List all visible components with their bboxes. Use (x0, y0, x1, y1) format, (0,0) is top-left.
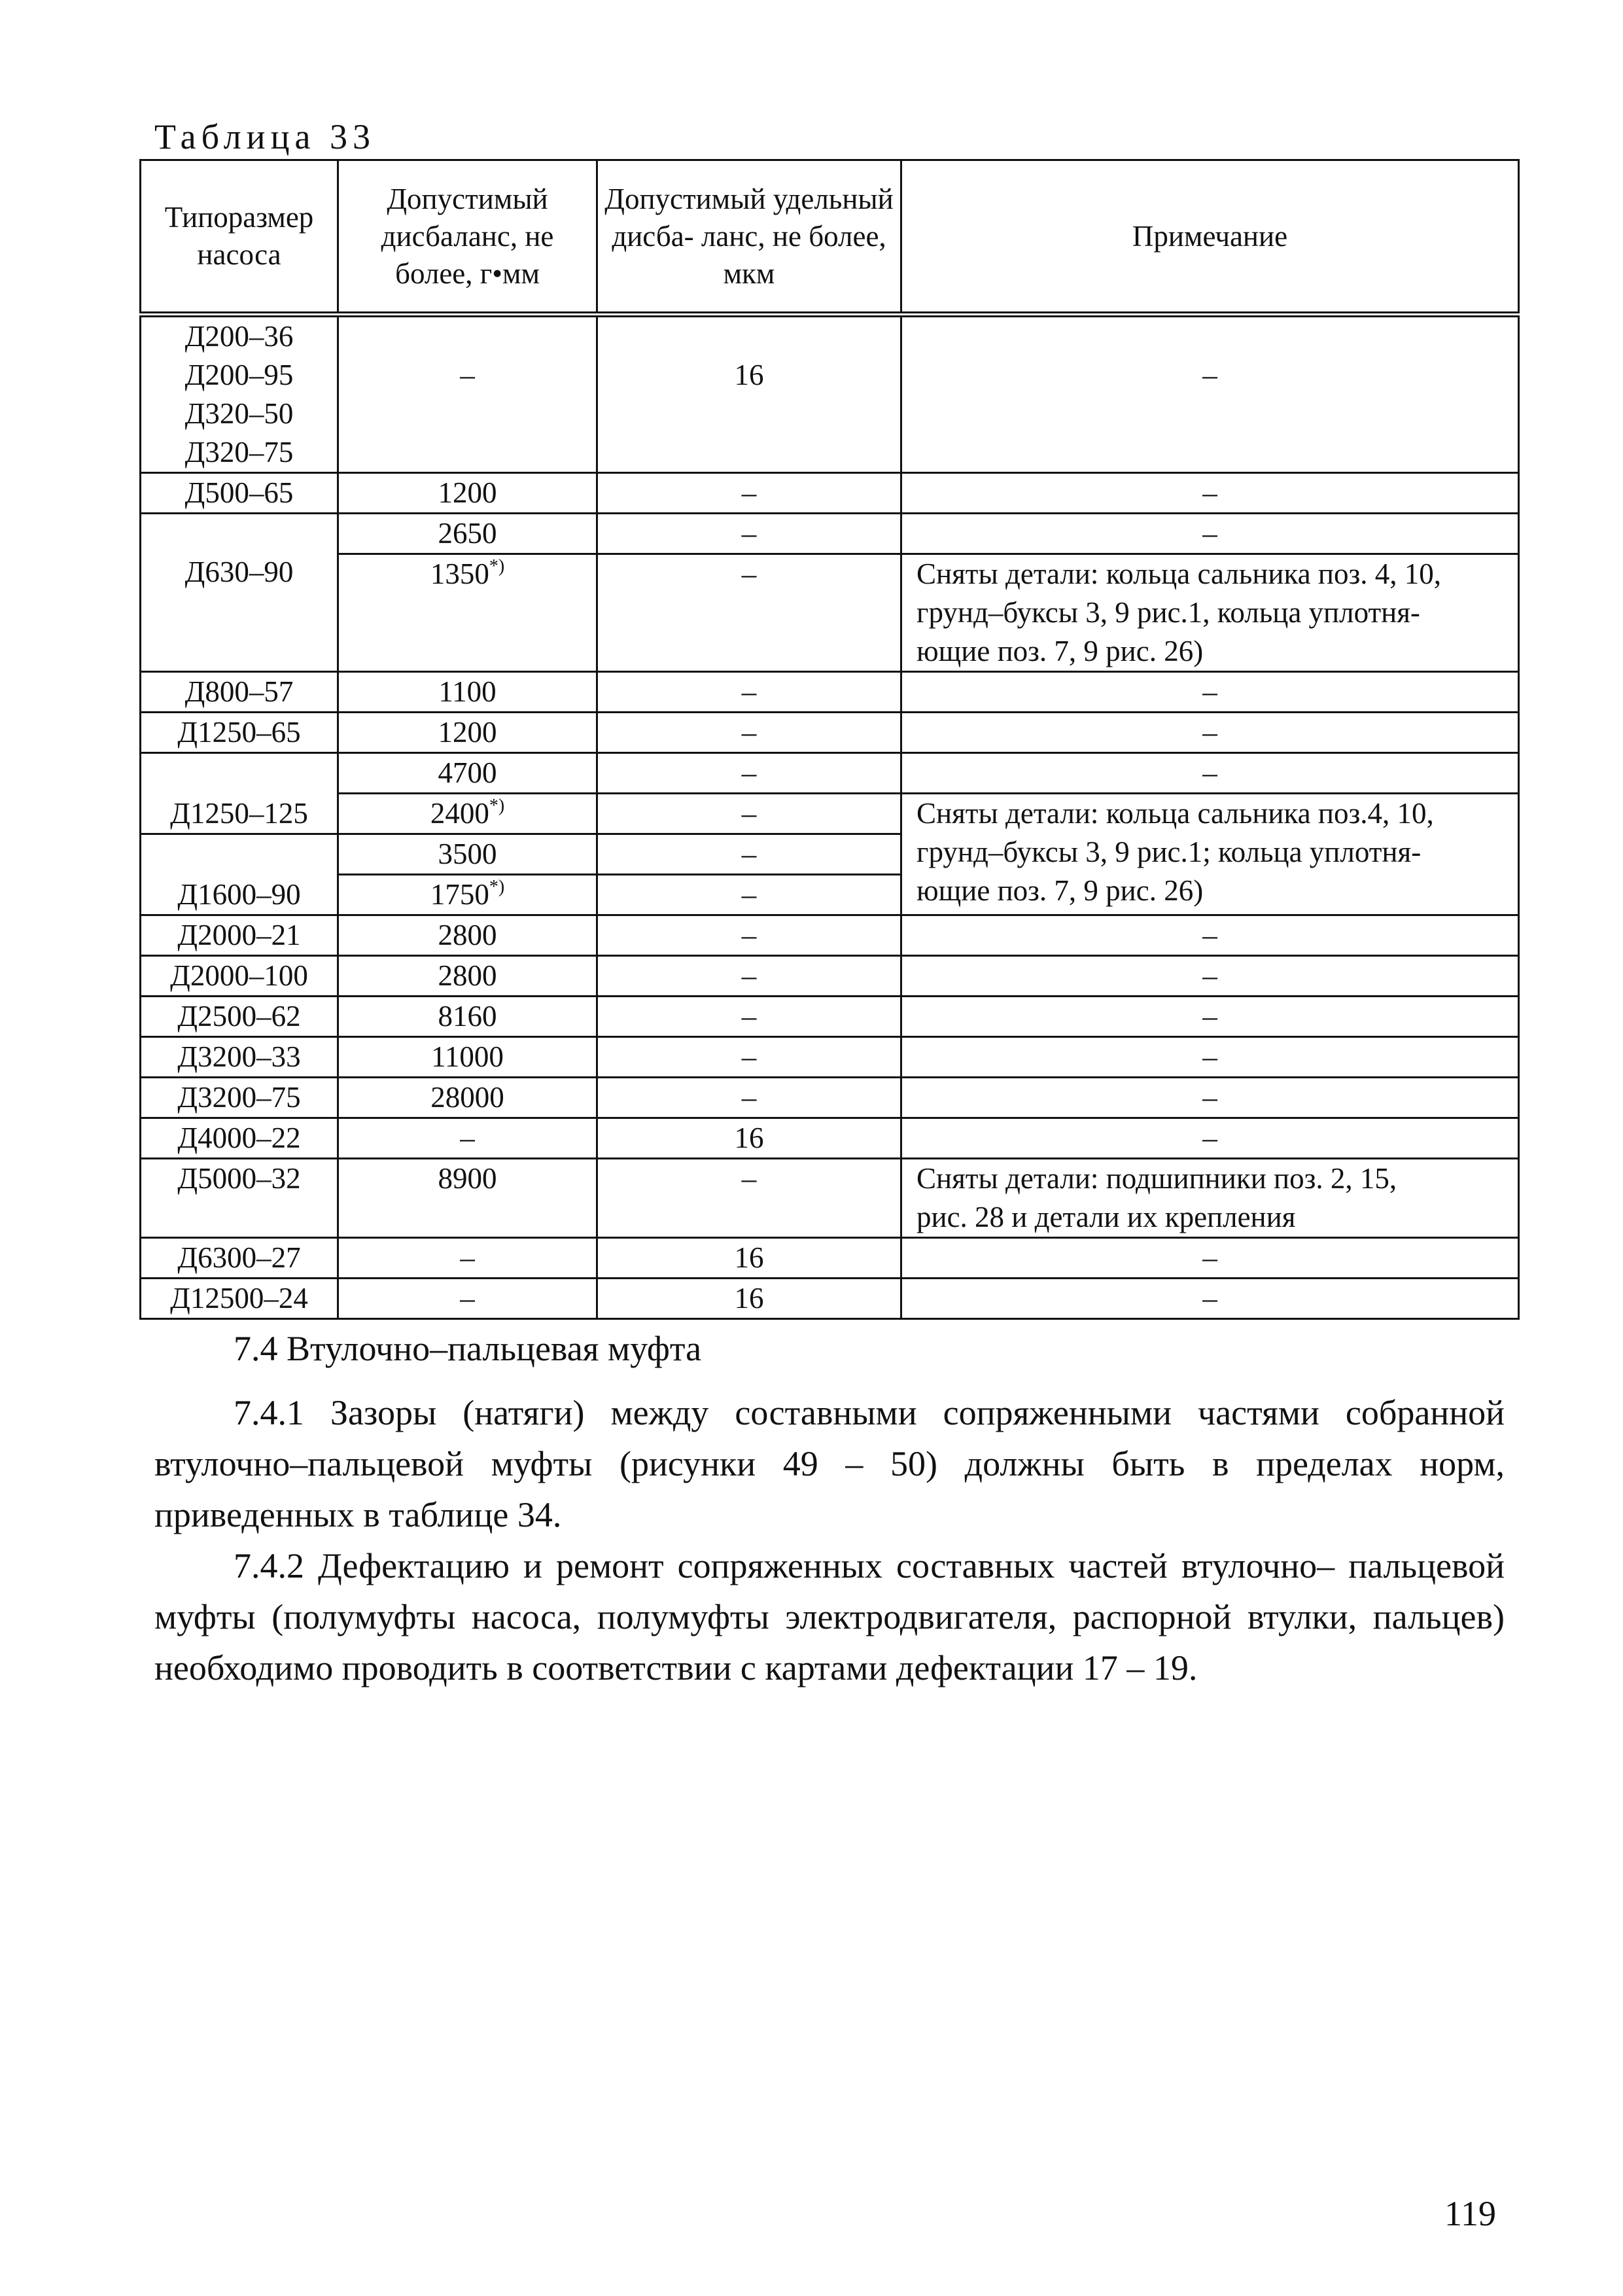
note-cell: – (901, 1238, 1519, 1279)
note-cell: – (901, 713, 1519, 753)
specific-imbalance-cell: – (597, 753, 901, 794)
table-row (141, 514, 1519, 554)
specific-imbalance-cell: – (597, 672, 901, 713)
pump-type-cell: Д12500–24 (141, 1279, 338, 1319)
imbalance-table (139, 159, 1520, 1320)
note-cell: – (901, 956, 1519, 997)
table-row (141, 997, 1519, 1037)
specific-imbalance-cell: – (597, 956, 901, 997)
table-row (141, 672, 1519, 713)
header-imbalance: Допустимый дисбаланс, не более, г•мм (338, 160, 597, 315)
note-cell: – (901, 753, 1519, 794)
table-row (141, 1118, 1519, 1159)
paragraph-7-4-1: 7.4.1 Зазоры (натяги) между составными сопряженными частями собранной втулочно–пальцевой муфты (рисунки 49 – 50) должны быть в пределах норм, приведенных в таблице 34. (154, 1393, 1505, 1534)
table-row (141, 956, 1519, 997)
note-cell: – (901, 315, 1519, 473)
section-heading: 7.4 Втулочно–пальцевая муфта (234, 1329, 702, 1368)
imbalance-cell: – (338, 1238, 597, 1279)
note-cell: – (901, 672, 1519, 713)
pump-type-cell: Д200–36 Д200–95 Д320–50 Д320–75 (141, 315, 338, 473)
pump-type-cell: Д630–90 (141, 514, 338, 672)
specific-imbalance-cell: – (597, 915, 901, 956)
note-cell: – (901, 1078, 1519, 1118)
imbalance-cell: – (338, 315, 597, 473)
specific-imbalance-cell: 16 (597, 315, 901, 473)
specific-imbalance-cell: – (597, 1078, 901, 1118)
imbalance-cell: 2800 (338, 915, 597, 956)
specific-imbalance-cell: – (597, 473, 901, 514)
note-cell: – (901, 1279, 1519, 1319)
table-row (141, 794, 1519, 834)
imbalance-cell: 4700 (338, 753, 597, 794)
note-cell: – (901, 473, 1519, 514)
specific-imbalance-cell: – (597, 554, 901, 672)
imbalance-cell: 2800 (338, 956, 597, 997)
table-row (141, 554, 1519, 672)
table-row (141, 1238, 1519, 1279)
pump-type-cell: Д1250–125 (141, 753, 338, 834)
section-body (154, 1387, 1505, 1693)
table-row (141, 1078, 1519, 1118)
pump-type-cell: Д3200–75 (141, 1078, 338, 1118)
specific-imbalance-cell: – (597, 834, 901, 875)
imbalance-cell: 8160 (338, 997, 597, 1037)
note-cell: – (901, 1118, 1519, 1159)
table-row (141, 1159, 1519, 1238)
imbalance-cell: – (338, 1118, 597, 1159)
pump-type-cell: Д2000–21 (141, 915, 338, 956)
specific-imbalance-cell: – (597, 514, 901, 554)
table-row (141, 915, 1519, 956)
specific-imbalance-cell: – (597, 875, 901, 915)
table-row (141, 1279, 1519, 1319)
imbalance-cell: 1100 (338, 672, 597, 713)
imbalance-cell: 28000 (338, 1078, 597, 1118)
note-cell: – (901, 997, 1519, 1037)
note-cell: Сняты детали: подшипники поз. 2, 15, рис. 28 и детали их крепления (901, 1159, 1519, 1238)
note-cell: Сняты детали: кольца сальника поз.4, 10, грунд–буксы 3, 9 рис.1; кольца уплотня- ющие поз. 7, 9 рис. 26) (901, 794, 1519, 915)
table-caption: Таблица 33 (154, 117, 375, 156)
imbalance-cell: – (338, 1279, 597, 1319)
imbalance-cell: 11000 (338, 1037, 597, 1078)
header-pump-type: Типоразмер насоса (141, 160, 338, 315)
note-cell: Сняты детали: кольца сальника поз. 4, 10, грунд–буксы 3, 9 рис.1, кольца уплотня- ющие поз. 7, 9 рис. 26) (901, 554, 1519, 672)
imbalance-cell: 2650 (338, 514, 597, 554)
table-row (141, 1037, 1519, 1078)
specific-imbalance-cell: 16 (597, 1279, 901, 1319)
imbalance-cell: 8900 (338, 1159, 597, 1238)
imbalance-cell: 1350*) (338, 554, 597, 672)
specific-imbalance-cell: – (597, 1159, 901, 1238)
specific-imbalance-cell: – (597, 1037, 901, 1078)
imbalance-cell: 1750*) (338, 875, 597, 915)
header-specific-imbalance: Допустимый удельный дисба- ланс, не более, мкм (597, 160, 901, 315)
note-cell: – (901, 1037, 1519, 1078)
pump-type-cell: Д800–57 (141, 672, 338, 713)
specific-imbalance-cell: 16 (597, 1118, 901, 1159)
specific-imbalance-cell: – (597, 713, 901, 753)
pump-type-cell: Д5000–32 (141, 1159, 338, 1238)
pump-type-cell: Д6300–27 (141, 1238, 338, 1279)
table-row (141, 315, 1519, 473)
pump-type-cell: Д3200–33 (141, 1037, 338, 1078)
specific-imbalance-cell: – (597, 794, 901, 834)
imbalance-cell: 1200 (338, 473, 597, 514)
pump-type-cell: Д4000–22 (141, 1118, 338, 1159)
table-row (141, 753, 1519, 794)
imbalance-cell: 3500 (338, 834, 597, 875)
pump-type-cell: Д1250–65 (141, 713, 338, 753)
pump-type-cell: Д500–65 (141, 473, 338, 514)
pump-type-cell: Д2500–62 (141, 997, 338, 1037)
pump-type-cell: Д1600–90 (141, 834, 338, 915)
table-row (141, 713, 1519, 753)
note-cell: – (901, 915, 1519, 956)
table-row (141, 473, 1519, 514)
specific-imbalance-cell: – (597, 997, 901, 1037)
table-header-row (141, 160, 1519, 315)
note-cell: – (901, 514, 1519, 554)
page-number: 119 (1444, 2194, 1496, 2233)
specific-imbalance-cell: 16 (597, 1238, 901, 1279)
imbalance-cell: 1200 (338, 713, 597, 753)
paragraph-7-4-2: 7.4.2 Дефектацию и ремонт сопряженных составных частей втулочно– пальцевой муфты (полумуфты насоса, полумуфты электродвигателя, распорной втулки, пальцев) необходимо проводить в соответствии с картами дефектации 17 – 19. (154, 1546, 1505, 1687)
pump-type-cell: Д2000–100 (141, 956, 338, 997)
imbalance-cell: 2400*) (338, 794, 597, 834)
header-note: Примечание (901, 160, 1519, 315)
